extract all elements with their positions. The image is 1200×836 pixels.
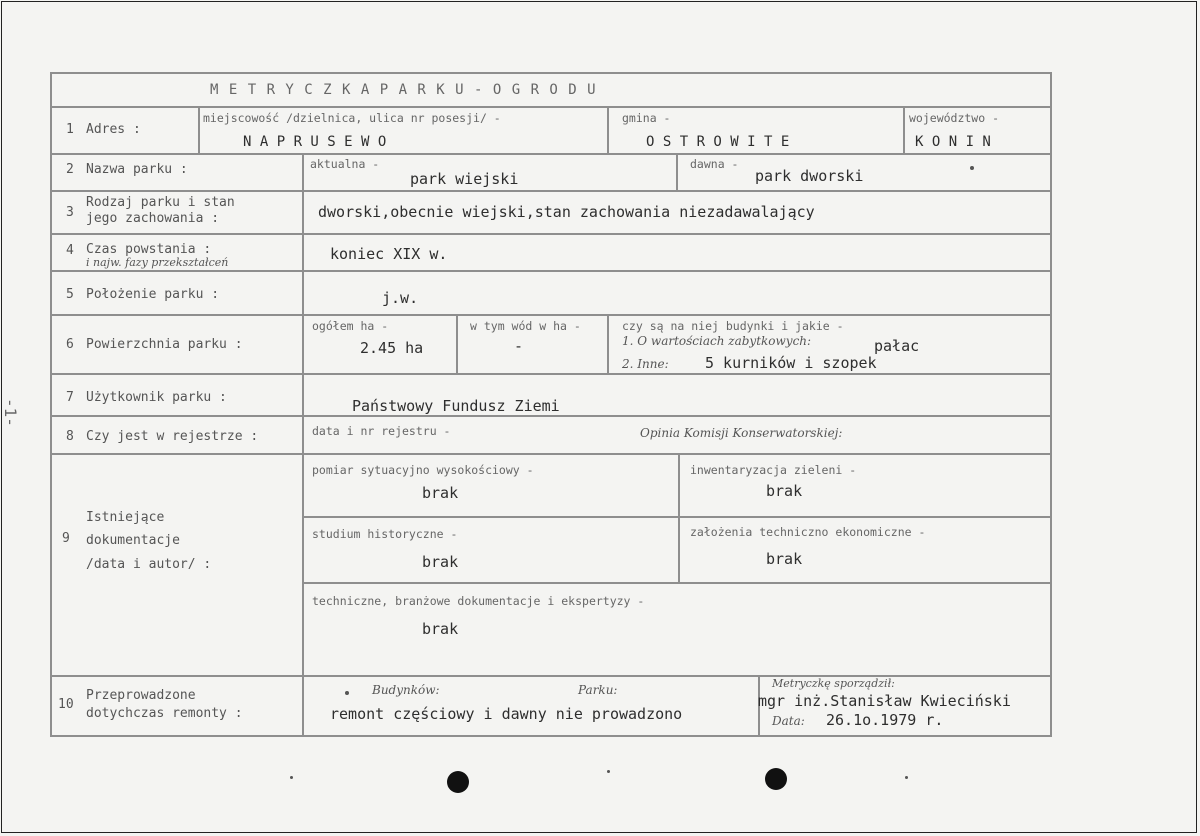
handwritten-note: Budynków: (372, 683, 440, 697)
row-number: 7 (66, 390, 74, 405)
handwritten-note: Data: (772, 714, 805, 728)
field-value: brak (422, 553, 459, 571)
field-label: inwentaryzacja zieleni - (690, 463, 857, 477)
field-label: data i nr rejestru - (312, 424, 451, 438)
side-page-mark: -1- (1, 398, 20, 427)
row-label: Rodzaj parku i stan (86, 195, 235, 210)
row-label: Przeprowadzone (86, 688, 196, 703)
field-label: gmina - (622, 111, 671, 125)
row-label: dotychczas remonty : (86, 706, 243, 721)
field-label: miejscowość /dzielnica, ulica nr posesji/ - (203, 111, 501, 125)
row-number: 5 (66, 287, 74, 302)
field-value: brak (766, 550, 803, 568)
field-label: pomiar sytuacyjno wysokościowy - (312, 463, 534, 477)
punch-hole (447, 771, 469, 793)
field-label: ogółem ha - (312, 319, 389, 333)
field-value: 2.45 ha (360, 339, 424, 357)
field-value: O S T R O W I T E (646, 134, 790, 150)
row-label: Czy jest w rejestrze : (86, 429, 259, 444)
row-label: Adres : (86, 122, 141, 137)
row-label: Czas powstania : (86, 242, 212, 257)
ink-dot (345, 691, 349, 695)
row-label: /data i autor/ : (86, 557, 212, 572)
field-label: założenia techniczno ekonomiczne - (690, 525, 926, 539)
field-label: techniczne, branżowe dokumentacje i ekspertyzy - (312, 594, 645, 608)
field-value: brak (422, 620, 459, 638)
row-number: 4 (66, 243, 74, 258)
row-label: Położenie parku : (86, 287, 220, 302)
field-value: Państwowy Fundusz Ziemi (352, 397, 560, 415)
row-number: 10 (58, 697, 74, 712)
ink-speck (607, 770, 610, 773)
row-number: 8 (66, 429, 74, 444)
field-value: N A P R U S E W O (243, 134, 387, 150)
row-label: Istniejące (86, 510, 165, 525)
handwritten-note: i najw. fazy przekształceń (86, 256, 229, 269)
punch-hole (765, 768, 787, 790)
document-title: M E T R Y C Z K A P A R K U - O G R O D U (210, 82, 597, 98)
row-label: Użytkownik parku : (86, 390, 227, 405)
field-value: - (514, 337, 524, 355)
field-label: w tym wód w ha - (470, 319, 581, 333)
handwritten-note: Opinia Komisji Konserwatorskiej: (640, 426, 843, 440)
field-label: czy są na niej budynki i jakie - (622, 319, 844, 333)
field-value: park wiejski (410, 170, 519, 188)
row-number: 9 (62, 531, 70, 546)
field-value: remont częściowy i dawny nie prowadzono (330, 705, 683, 723)
field-value: park dworski (755, 167, 864, 185)
date-value: 26.1o.1979 r. (826, 711, 944, 729)
handwritten-note: 2. Inne: (622, 357, 669, 371)
field-label: aktualna - (310, 157, 380, 171)
author-name: mgr inż.Stanisław Kwieciński (758, 692, 1011, 710)
field-value: K O N I N (915, 134, 991, 150)
field-value: koniec XIX w. (330, 245, 448, 263)
handwritten-note: Metryczkę sporządził: (772, 677, 895, 690)
field-value: brak (422, 484, 459, 502)
handwritten-note: 1. O wartościach zabytkowych: (622, 334, 812, 348)
ink-speck (905, 776, 908, 779)
field-label: województwo - (909, 111, 1000, 125)
ink-speck (290, 776, 293, 779)
handwritten-note: Parku: (578, 683, 618, 697)
row-number: 3 (66, 205, 74, 220)
field-value: dworski,obecnie wiejski,stan zachowania niezadawalający (318, 203, 815, 221)
field-label: dawna - (690, 157, 739, 171)
field-value: brak (766, 482, 803, 500)
row-number: 6 (66, 337, 74, 352)
row-number: 1 (66, 122, 74, 137)
row-label: jego zachowania : (86, 211, 220, 226)
field-label: studium historyczne - (312, 527, 458, 541)
row-label: dokumentacje (86, 533, 180, 548)
field-value: 5 kurników i szopek (705, 354, 877, 372)
field-value: pałac (874, 337, 920, 355)
ink-dot (970, 166, 974, 170)
field-value: j.w. (382, 289, 419, 307)
row-number: 2 (66, 162, 74, 177)
row-label: Nazwa parku : (86, 162, 188, 177)
row-label: Powierzchnia parku : (86, 337, 243, 352)
